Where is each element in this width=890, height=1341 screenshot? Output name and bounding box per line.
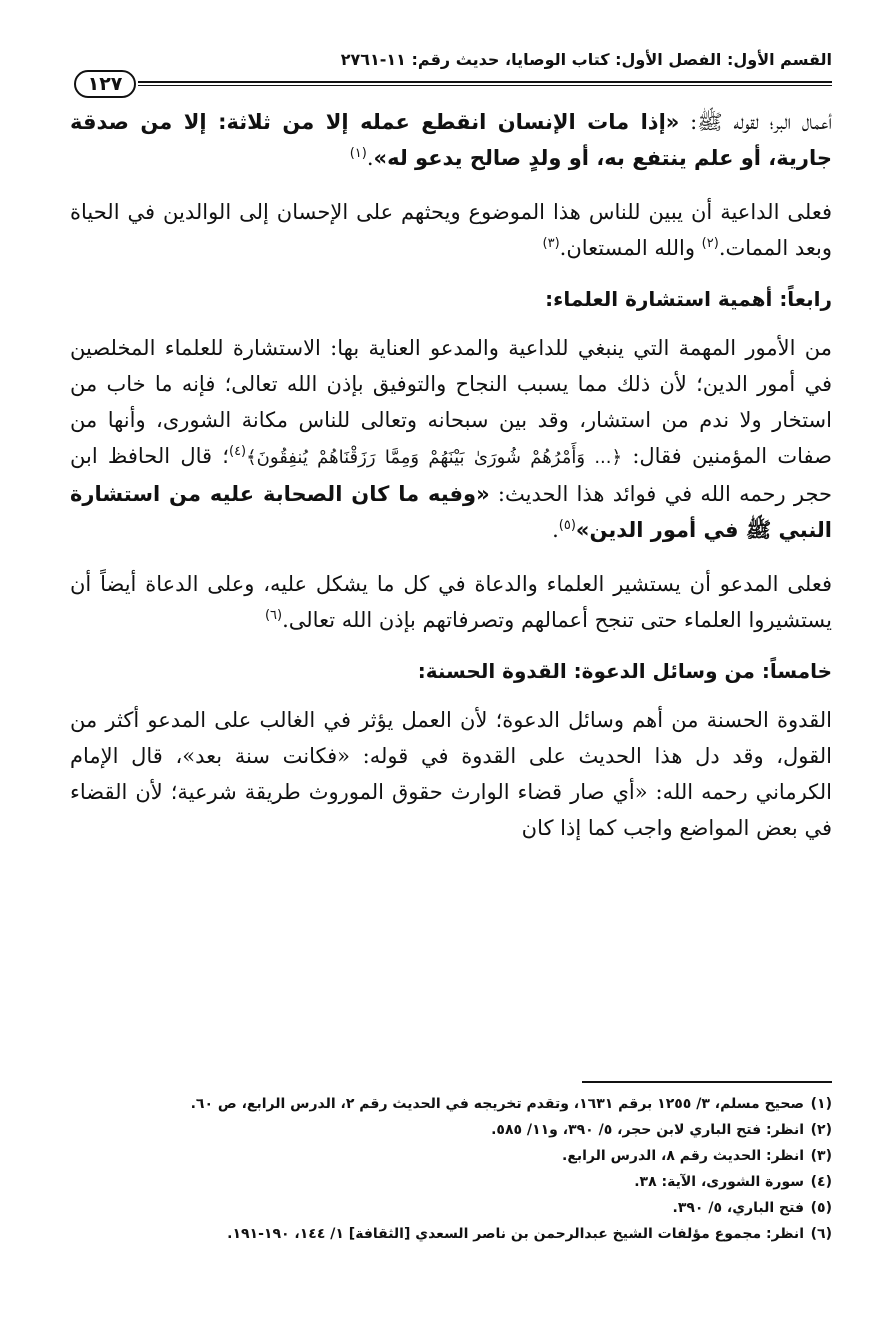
footnote-number: (٢): [810, 1122, 832, 1138]
hadith-quote: «وفيه ما كان الصحابة عليه من استشارة النبي ﷺ في أمور الدين»: [70, 482, 832, 542]
footnote-item: [70, 1221, 832, 1247]
text-run: ؛ قال الحافظ ابن حجر رحمه الله في فوائد هذا الحديث:: [70, 444, 833, 506]
heading-title: من وسائل الدعوة: القدوة الحسنة:: [417, 659, 762, 683]
footnote-item: [70, 1169, 832, 1195]
running-header: [70, 48, 832, 104]
footnote-number: (٣): [810, 1148, 832, 1164]
footnote-ref-4[interactable]: (٤): [228, 444, 247, 459]
section-heading-4: [70, 284, 832, 314]
footnote-rule: [582, 1081, 832, 1083]
footnote-ref-3[interactable]: (٣): [542, 236, 560, 251]
quran-verse: ﴿... وَأَمْرُهُمْ شُورَىٰ بَيْنَهُمْ وَمِمَّا رَزَقْنَاهُمْ يُنفِقُونَ﴾: [246, 447, 623, 468]
footnote-text: انظر: الحديث رقم ٨، الدرس الرابع.: [562, 1148, 804, 1164]
footnote-item: [70, 1143, 832, 1169]
footnote-item: [70, 1195, 832, 1221]
text-run: .: [366, 146, 374, 170]
footnote-ref-2[interactable]: (٢): [701, 236, 719, 251]
paragraph-consultation: [70, 330, 832, 548]
paragraph-role-model: [70, 702, 832, 846]
body-text: [70, 104, 832, 846]
text-run: .: [552, 518, 559, 542]
footnote-text: انظر: فتح الباري لابن حجر، ٥/ ٣٩٠، و١١/ ٥٨٥.: [491, 1122, 804, 1138]
heading-label: رابعاً:: [779, 287, 832, 311]
paragraph-consult-scholars: [70, 566, 832, 638]
text-run: فعلى الداعية أن يبين للناس هذا الموضوع ويحثهم على الإحسان إلى الوالدين في الحياة وبعد الممات.: [70, 200, 832, 260]
heading-label: خامساً:: [761, 659, 832, 683]
text-run: القدوة الحسنة من أهم وسائل الدعوة؛ لأن العمل يؤثر في الغالب على المدعو أكثر من القول، وقد دل هذا الحديث على القدوة في قوله: «فكانت سنة بعد»، قال الإمام الكرماني رحمه الله: «أي صار قضاء الوارث حقوق الموروث طريقة شرعية؛ لأن القضاء في بعض المواضع واجب كما إذا كان: [70, 708, 832, 840]
footnote-number: (٥): [810, 1200, 832, 1216]
heading-title: أهمية استشارة العلماء:: [545, 287, 780, 311]
text-run: أعمال البر؛ لقوله ﷺ:: [679, 110, 832, 134]
text-run: من الأمور المهمة التي ينبغي للداعية والمدعو العناية بها: الاستشارة للعلماء المخلصين في أمور الدين؛ لأن ذلك مما يسبب النجاح والتوفيق بإذن الله تعالى؛ فإنه ما خاب من استخار ولا ندم من استشار، وقد بين سبحانه وتعالى للناس مكانة الشورى، وأنها من صفات المؤمنين فقال:: [70, 336, 833, 468]
header-rule: [138, 81, 832, 86]
footnote-number: (٤): [810, 1174, 832, 1190]
footnote-number: (١): [810, 1096, 832, 1112]
text-run: والله المستعان.: [559, 236, 702, 260]
chapter-title: القسم الأول: الفصل الأول: كتاب الوصايا، حديث رقم: ١١-٢٧٦١: [340, 50, 832, 69]
paragraph-hadith: [70, 104, 832, 176]
paragraph-parents: [70, 194, 832, 266]
footnote-ref-1[interactable]: (١): [349, 146, 367, 161]
footnote-text: سورة الشورى، الآية: ٣٨.: [634, 1174, 804, 1190]
book-page: [70, 48, 832, 1318]
hadith-quote: «إذا مات الإنسان انقطع عمله إلا من ثلاثة: إلا من صدقة جارية، أو علم ينتفع به، أو ولدٍ صالح يدعو له»: [70, 110, 832, 170]
footnote-text: انظر: مجموع مؤلفات الشيخ عبدالرحمن بن ناصر السعدي [الثقافة] ١/ ١٤٤، ١٩٠-١٩١.: [227, 1226, 804, 1242]
footnote-item: [70, 1117, 832, 1143]
footnotes: [70, 1081, 832, 1247]
page-number: ١٢٧: [74, 70, 136, 98]
footnote-ref-5[interactable]: (٥): [558, 518, 576, 533]
footnote-item: [70, 1091, 832, 1117]
footnote-number: (٦): [810, 1226, 832, 1242]
text-run: فعلى المدعو أن يستشير العلماء والدعاة في كل ما يشكل عليه، وعلى الدعاة أيضاً أن يستشيروا العلماء حتى تنجح أعمالهم وتصرفاتهم بإذن الله تعالى.: [70, 572, 832, 632]
section-heading-5: [70, 656, 832, 686]
footnote-text: صحيح مسلم، ٣/ ١٢٥٥ برقم ١٦٣١، وتقدم تخريجه في الحديث رقم ٢، الدرس الرابع، ص ٦٠.: [190, 1096, 804, 1112]
footnote-ref-6[interactable]: (٦): [264, 608, 283, 623]
footnote-text: فتح الباري، ٥/ ٣٩٠.: [672, 1200, 804, 1216]
